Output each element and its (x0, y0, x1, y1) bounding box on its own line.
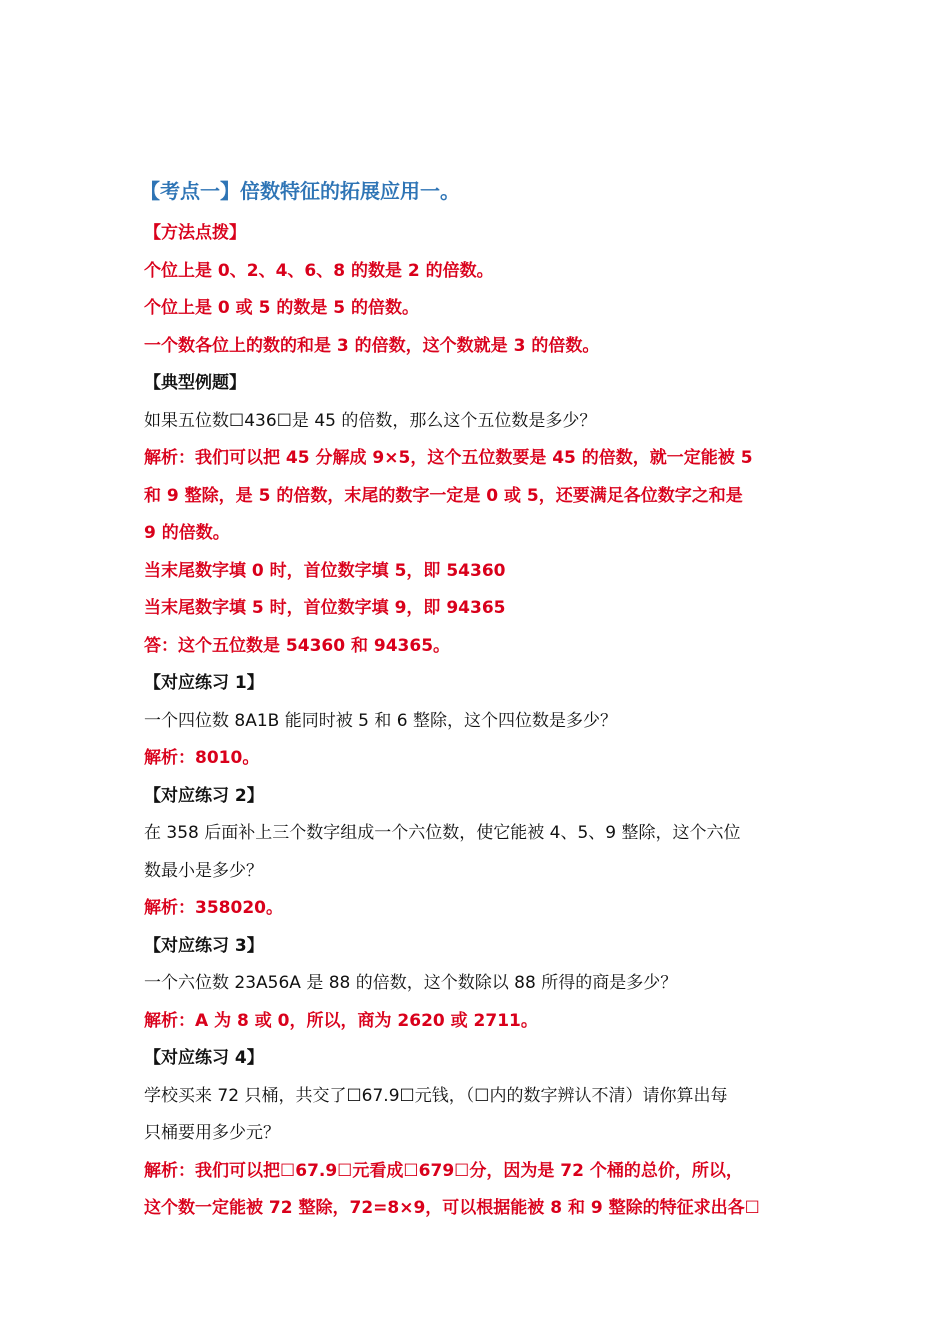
exercise-4-answer-line: 解析：我们可以把☐67.9☐元看成☐679☐分，因为是 72 个桶的总价，所以， (144, 1160, 743, 1181)
method-line: 一个数各位上的数的和是 3 的倍数，这个数就是 3 的倍数。 (144, 335, 600, 356)
document-content (140, 173, 814, 1228)
exercise-4-question-line: 只桶要用多少元？ (144, 1123, 280, 1143)
exercise-3-label: 【对应练习 3】 (144, 935, 264, 956)
exercise-4-question-line: 学校买来 72 只桶，共交了☐67.9☐元钱，（☐内的数字辨认不清）请你算出每 (144, 1085, 728, 1106)
exercise-1-label: 【对应练习 1】 (144, 673, 264, 693)
method-label: 【方法点拨】 (144, 223, 246, 243)
example-question: 如果五位数☐436☐是 45 的倍数，那么这个五位数是多少？ (144, 410, 597, 431)
method-line: 个位上是 0、2、4、6、8 的数是 2 的倍数。 (144, 260, 494, 281)
example-solution-line: 当末尾数字填 5 时，首位数字填 9，即 94365 (144, 598, 506, 618)
exercise-2-answer: 解析：358020。 (144, 898, 283, 918)
method-line: 个位上是 0 或 5 的数是 5 的倍数。 (144, 298, 419, 318)
example-solution-line: 当末尾数字填 0 时，首位数字填 5，即 54360 (144, 560, 506, 581)
example-label: 【典型例题】 (144, 373, 246, 393)
exercise-1-answer: 解析：8010。 (144, 748, 260, 768)
exercise-4-label: 【对应练习 4】 (144, 1048, 264, 1068)
section-heading: 【考点一】倍数特征的拓展应用一。 (140, 179, 460, 203)
example-solution-line: 和 9 整除，是 5 的倍数，末尾的数字一定是 0 或 5，还要满足各位数字之和是 (144, 485, 743, 506)
exercise-1-question: 一个四位数 8A1B 能同时被 5 和 6 整除，这个四位数是多少？ (144, 710, 617, 731)
exercise-2-label: 【对应练习 2】 (144, 785, 264, 806)
example-solution-line: 9 的倍数。 (144, 523, 230, 543)
example-answer: 答：这个五位数是 54360 和 94365。 (144, 635, 451, 656)
exercise-2-question-line: 在 358 后面补上三个数字组成一个六位数，使它能被 4、5、9 整除，这个六位 (144, 823, 741, 843)
exercise-2-question-line: 数最小是多少？ (144, 860, 263, 881)
exercise-4-answer-line: 这个数一定能被 72 整除，72=8×9，可以根据能被 8 和 9 整除的特征求出各☐ (144, 1198, 760, 1218)
exercise-3-question: 一个六位数 23A56A 是 88 的倍数，这个数除以 88 所得的商是多少？ (144, 973, 678, 993)
example-solution-line: 解析：我们可以把 45 分解成 9×5，这个五位数要是 45 的倍数，就一定能被 5 (144, 448, 753, 468)
exercise-3-answer: 解析：A 为 8 或 0，所以，商为 2620 或 2711。 (144, 1010, 538, 1031)
